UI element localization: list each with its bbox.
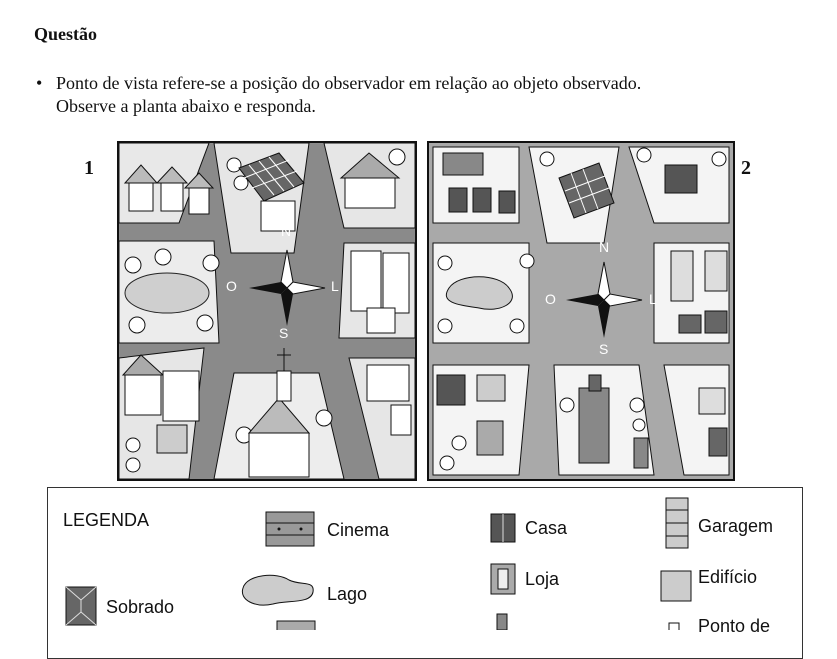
compass-rose-icon xyxy=(247,248,327,328)
compass-o-label-2: O xyxy=(545,291,556,307)
map-1-number: 1 xyxy=(84,157,94,179)
map-2-number: 2 xyxy=(741,157,751,179)
bullet-line-2: Observe a planta abaixo e responda. xyxy=(56,96,316,116)
legend-title: LEGENDA xyxy=(63,510,150,530)
legend-sobrado-label: Sobrado xyxy=(106,597,175,617)
garagem-icon xyxy=(665,497,689,549)
legend-lago-label: Lago xyxy=(327,584,368,604)
compass-l-label-2: L xyxy=(649,291,657,307)
compass-o-label-1: O xyxy=(226,278,237,294)
legend-edificio-label: Edifício xyxy=(698,567,758,587)
legend-garagem-label: Garagem xyxy=(698,516,774,536)
legend-casa-label: Casa xyxy=(525,518,568,538)
sobrado-icon xyxy=(65,586,97,626)
edificio-icon xyxy=(660,570,692,602)
compass-n-label-2: N xyxy=(599,239,610,255)
bullet-dot: • xyxy=(36,73,43,93)
bullet-line-1: Ponto de vista refere-se a posição do observador em relação ao objeto observado. xyxy=(56,73,642,93)
compass-n-label-1: N xyxy=(281,223,292,239)
casa-icon xyxy=(490,513,516,543)
ponto-icon xyxy=(668,622,682,630)
partial-legend-icon xyxy=(276,620,316,630)
compass-rose-icon xyxy=(564,260,644,340)
map-plan-view xyxy=(427,141,735,481)
legend-cinema-label: Cinema xyxy=(327,520,390,540)
map-perspective-view xyxy=(117,141,417,481)
compass-s-label-2: S xyxy=(599,341,609,357)
question-title: Questão xyxy=(34,24,97,44)
church-icon xyxy=(487,612,517,630)
legend-ponto-label: Ponto de xyxy=(698,616,771,636)
compass-l-label-1: L xyxy=(331,278,339,294)
legend-loja-label: Loja xyxy=(525,569,560,589)
cinema-icon xyxy=(265,511,315,547)
loja-icon xyxy=(490,563,516,595)
lago-icon xyxy=(237,570,317,610)
compass-s-label-1: S xyxy=(279,325,289,341)
